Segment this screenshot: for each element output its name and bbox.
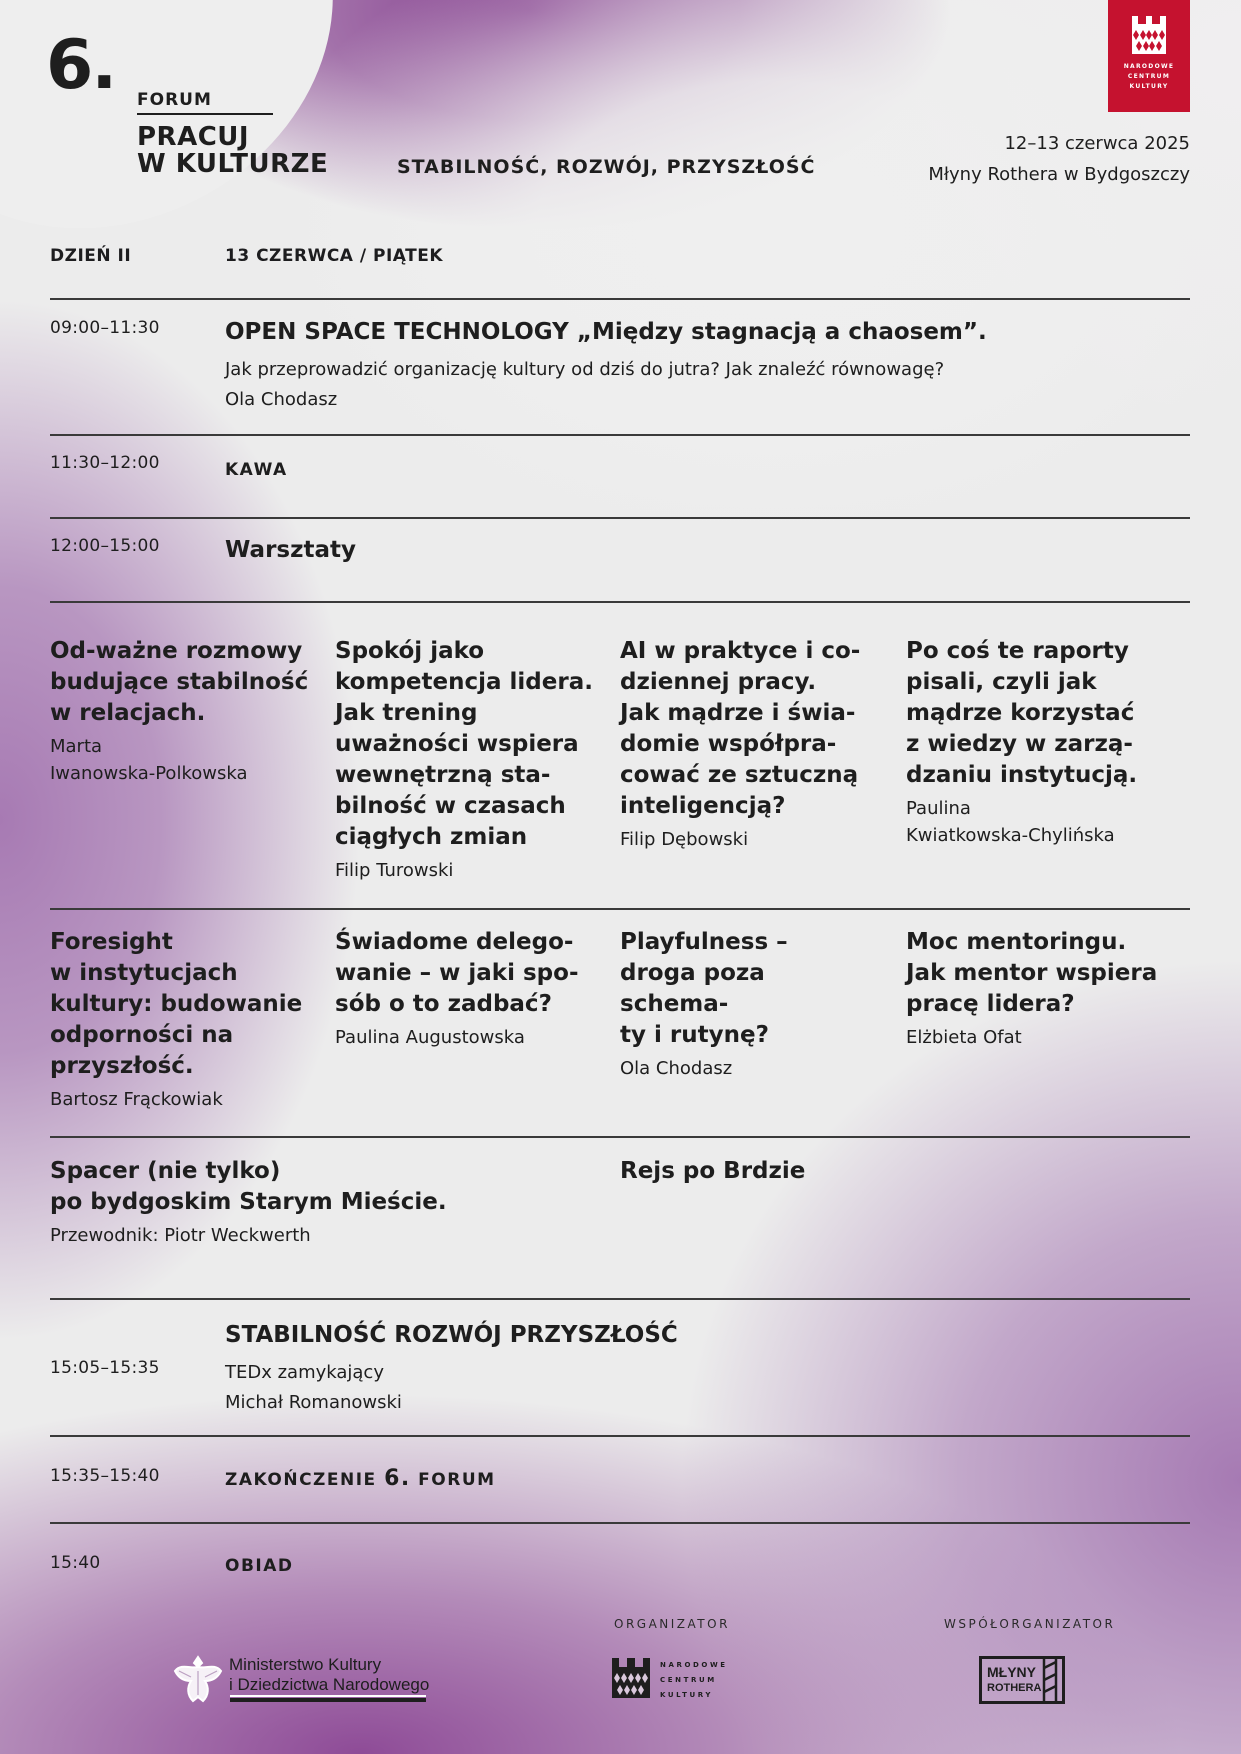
event-info [928, 128, 1190, 190]
organizer-line3: KULTURY [660, 1691, 714, 1699]
event-dates: 12–13 czerwca 2025 [1004, 133, 1190, 154]
session-desc-tedx: TEDx zamykający [225, 1362, 384, 1383]
workshop-title: Moc mentoringu. Jak mentor wspiera pracę lidera? [906, 929, 1158, 1017]
session-person-ost: Ola Chodasz [225, 389, 338, 410]
workshop-card [50, 927, 310, 1113]
divider [50, 601, 1190, 603]
workshop-leader: Filip Dębowski [620, 829, 749, 850]
badge-text [1108, 62, 1190, 92]
day-label: DZIEŃ II [50, 246, 132, 266]
organizer-logo [612, 1656, 732, 1702]
workshop-leader: Bartosz Frąckowiak [50, 1089, 223, 1110]
badge-line-3: KULTURY [1129, 83, 1169, 90]
forum-name [137, 124, 328, 178]
badge-line-1: NARODOWE [1123, 63, 1175, 70]
session-time-closing: 15:35–15:40 [50, 1466, 160, 1486]
workshop-leader: Marta Iwanowska-Polkowska [50, 736, 248, 784]
workshop-title: Playfulness – droga poza schema- ty i rutynę? [620, 929, 788, 1048]
forum-name-line1: PRACUJ [137, 122, 250, 152]
forum-word: FORUM [137, 90, 212, 110]
forum-number: 6. [46, 26, 116, 105]
divider [50, 517, 1190, 519]
workshop-card [906, 927, 1190, 1051]
workshop-leader: Paulina Kwiatkowska-Chylińska [906, 798, 1115, 846]
divider [50, 298, 1190, 300]
organizer-line2: CENTRUM [660, 1676, 717, 1684]
session-time-tedx: 15:05–15:35 [50, 1358, 160, 1378]
session-person-tedx: Michał Romanowski [225, 1392, 402, 1413]
nck-crown-icon [612, 1658, 650, 1698]
workshop-title: Od-ważne rozmowy budujące stabilność w relacjach. [50, 638, 309, 726]
ministry-underline [230, 1698, 426, 1702]
forum-name-line2: W KULTURZE [137, 149, 329, 179]
ministry-logo [173, 1651, 433, 1709]
session-title-workshops: Warsztaty [225, 537, 356, 563]
workshop-leader: Elżbieta Ofat [906, 1027, 1022, 1048]
workshop-title: Foresight w instytucjach kultury: budowanie odporności na przyszłość. [50, 929, 303, 1079]
event-venue: Młyny Rothera w Bydgoszczy [928, 164, 1190, 185]
day-date: 13 CZERWCA / PIĄTEK [225, 246, 444, 266]
divider [50, 908, 1190, 910]
workshop-card [50, 1156, 590, 1249]
coorganizer-line2: ROTHERA [987, 1682, 1042, 1694]
workshop-title: Świadome delego- wanie – w jaki spo- sób o to zadbać? [335, 929, 579, 1017]
session-title-closing: ZAKOŃCZENIE 6. FORUM [225, 1466, 496, 1491]
workshop-title: AI w praktyce i co- dziennej pracy. Jak mądrze i świa- domie współpra- cować ze sztuczną inteligencją? [620, 638, 861, 819]
forum-divider [137, 113, 273, 115]
workshop-leader: Filip Turowski [335, 860, 454, 881]
session-desc-ost: Jak przeprowadzić organizację kultury od dziś do jutra? Jak znaleźć równowagę? [225, 359, 945, 380]
divider [50, 1136, 1190, 1138]
workshop-card [50, 636, 310, 787]
organizer-line1: NARODOWE [660, 1661, 728, 1669]
coorganizer-logo [979, 1656, 1065, 1704]
session-time-ost: 09:00–11:30 [50, 318, 160, 338]
organizer-label: ORGANIZATOR [614, 1617, 730, 1631]
workshop-title: Spokój jako kompetencja lidera. Jak trening uważności wspiera wewnętrzną sta- bilność w czasach ciągłych zmian [335, 638, 593, 850]
tagline: STABILNOŚĆ, ROZWÓJ, PRZYSZŁOŚĆ [397, 156, 816, 178]
mill-ladder-icon [1040, 1658, 1060, 1702]
workshop-card [906, 636, 1190, 849]
session-title-ost: OPEN SPACE TECHNOLOGY „Między stagnacją a chaosem”. [225, 319, 987, 345]
eagle-icon [173, 1651, 223, 1705]
session-title-lunch: OBIAD [225, 1556, 294, 1576]
workshop-card [620, 636, 880, 853]
ministry-line2: i Dziedzictwa Narodowego [229, 1675, 430, 1694]
coorganizer-label: WSPÓŁORGANIZATOR [944, 1617, 1116, 1631]
workshop-card [620, 927, 880, 1082]
badge-line-2: CENTRUM [1127, 73, 1171, 80]
workshop-leader: Przewodnik: Piotr Weckwerth [50, 1225, 311, 1246]
divider [50, 434, 1190, 436]
workshop-title: Spacer (nie tylko) po bydgoskim Starym Mieście. [50, 1158, 447, 1215]
workshop-card [620, 1156, 1160, 1187]
workshop-title: Rejs po Brdzie [620, 1158, 806, 1184]
session-title-tedx: STABILNOŚĆ ROZWÓJ PRZYSZŁOŚĆ [225, 1322, 678, 1348]
workshop-card [335, 636, 595, 884]
ministry-underline-white [230, 1695, 426, 1697]
workshop-card [335, 927, 595, 1051]
crown-icon [1132, 16, 1166, 54]
divider [50, 1298, 1190, 1300]
workshop-leader: Ola Chodasz [620, 1058, 733, 1079]
session-time-workshops: 12:00–15:00 [50, 536, 160, 556]
workshop-title: Po coś te raporty pisali, czyli jak mądrze korzystać z wiedzy w zarzą- dzaniu instytucją. [906, 638, 1138, 788]
workshop-leader: Paulina Augustowska [335, 1027, 525, 1048]
session-time-lunch: 15:40 [50, 1553, 101, 1573]
divider [50, 1522, 1190, 1524]
session-time-coffee: 11:30–12:00 [50, 453, 160, 473]
ministry-line1: Ministerstwo Kultury [229, 1655, 382, 1674]
coorganizer-line1: MŁYNY [987, 1664, 1036, 1680]
nck-badge [1108, 0, 1190, 112]
session-title-coffee: KAWA [225, 460, 288, 480]
divider [50, 1435, 1190, 1437]
